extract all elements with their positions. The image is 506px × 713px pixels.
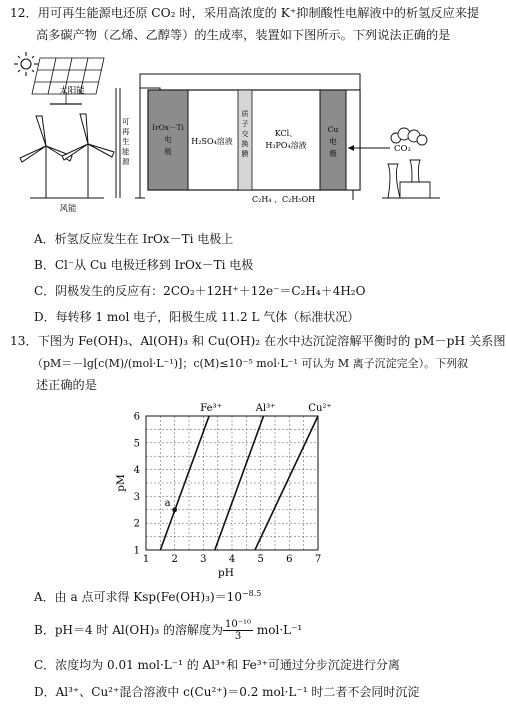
x-tick-label: 7 [314, 554, 322, 565]
svg-text:生: 生 [122, 137, 130, 146]
svg-text:IrOx－Ti: IrOx－Ti [152, 123, 184, 132]
svg-text:子: 子 [241, 120, 249, 128]
y-tick-label: 2 [133, 518, 140, 530]
co2-label: CO₂ [394, 144, 411, 154]
q13-option-b[interactable]: B．pH＝4 时 Al(OH)₃ 的溶解度为 $\frac{\text{10⁻¹⁰}}{3}$ mol·L⁻¹ [34, 619, 303, 642]
svg-text:能: 能 [122, 147, 130, 156]
catholyte-label-1: KCl、 [274, 129, 298, 138]
svg-text:极: 极 [164, 147, 172, 156]
x-tick-label: 1 [142, 554, 150, 565]
q13-option-d[interactable]: D．Al³⁺、Cu²⁺混合溶液中 c(Cu²⁺)＝0.2 mol·L⁻¹ 时二者不会同时沉淀 [34, 685, 420, 699]
q12-stem-line1: 12．用可再生能源电还原 CO₂ 时，采用高浓度的 K⁺抑制酸性电解液中的析氢反应来提 [10, 6, 480, 20]
svg-text:极: 极 [329, 149, 337, 158]
series-line [255, 416, 318, 550]
solubility-fraction: $\frac{\text{10⁻¹⁰}}{3}$ [225, 619, 252, 642]
q12-option-d[interactable]: D．每转移 1 mol 电子，阳极生成 11.2 L 气体（标准状况） [34, 310, 360, 324]
x-tick-label: 3 [200, 554, 207, 565]
svg-text:质: 质 [241, 110, 249, 118]
catholyte-label-2: H₃PO₄溶液 [265, 141, 307, 150]
products-label: C₂H₄ 、C₂H₅OH [252, 195, 316, 204]
series-label: Cu²⁺ [308, 403, 332, 414]
wind-turbine-icon [20, 114, 114, 198]
x-axis-label: pH [218, 567, 234, 579]
x-tick-label: 6 [286, 554, 293, 565]
y-axis-label: pM [115, 474, 127, 492]
point-a-label: a [164, 497, 171, 509]
q13-stem-line1: 13．下图为 Fe(OH)₃、Al(OH)₃ 和 Cu(OH)₂ 在水中达沉淀溶解平衡时的 pM－pH 关系图 [10, 334, 506, 348]
q13-option-c[interactable]: C．浓度均为 0.01 mol·L⁻¹ 的 Al³⁺和 Fe³⁺可通过分步沉淀进行分离 [34, 658, 400, 672]
q12-option-b[interactable]: B．Cl⁻从 Cu 电极迁移到 IrOx－Ti 电极 [34, 258, 254, 272]
svg-text:电: 电 [164, 135, 172, 144]
electrolysis-diagram [0, 48, 454, 220]
wind-label: 风能 [59, 204, 77, 214]
svg-text:源: 源 [122, 157, 130, 166]
q13-stem-line3: 述正确的是 [36, 378, 97, 392]
svg-text:Cu: Cu [327, 125, 339, 134]
solar-label: 太阳能 [59, 86, 85, 96]
svg-text:换: 换 [241, 140, 249, 148]
y-tick-label: 4 [133, 465, 140, 477]
y-tick-label: 3 [133, 491, 140, 503]
power-source-icon [116, 88, 130, 198]
anolyte-label: H₂SO₄溶液 [191, 137, 233, 146]
svg-text:膜: 膜 [241, 150, 249, 158]
q13-option-a[interactable]: A．由 a 点可求得 $Ksp(Fe(OH)_3)=10^{-8.5}$ [34, 589, 262, 604]
svg-text:再: 再 [122, 127, 130, 136]
point-a-marker [172, 507, 177, 512]
series-label: Al³⁺ [255, 403, 276, 414]
svg-text:交: 交 [241, 130, 249, 138]
q12-option-a[interactable]: A．析氢反应发生在 IrOx－Ti 电极上 [34, 232, 234, 246]
factory-icon [382, 128, 440, 198]
solar-panel-icon [32, 58, 104, 104]
q13-stem-line2: （pM＝－lg[c(M)/(mol·L⁻¹)]；c(M)≤10⁻⁵ mol·L⁻¹ 可认为 M 离子沉淀完全）。下列叙 [32, 357, 469, 370]
q12-option-c[interactable]: C．阴极发生的反应有：2CO₂＋12H⁺＋12e⁻＝C₂H₄＋4H₂O [34, 284, 366, 298]
y-tick-label: 5 [133, 438, 140, 450]
svg-text:电: 电 [329, 137, 337, 146]
pm-ph-chart [108, 396, 348, 582]
q12-stem-line2: 高多碳产物（乙烯、乙醇等）的生成率，装置如下图所示。下列说法正确的是 [36, 28, 451, 42]
series-label: Fe³⁺ [200, 403, 222, 414]
svg-text:可: 可 [122, 117, 130, 126]
x-tick-label: 4 [228, 554, 236, 565]
y-tick-label: 1 [133, 545, 140, 557]
x-tick-label: 2 [171, 554, 178, 565]
sun-icon [14, 52, 38, 76]
y-tick-label: 6 [133, 411, 140, 423]
x-tick-label: 5 [257, 554, 264, 565]
